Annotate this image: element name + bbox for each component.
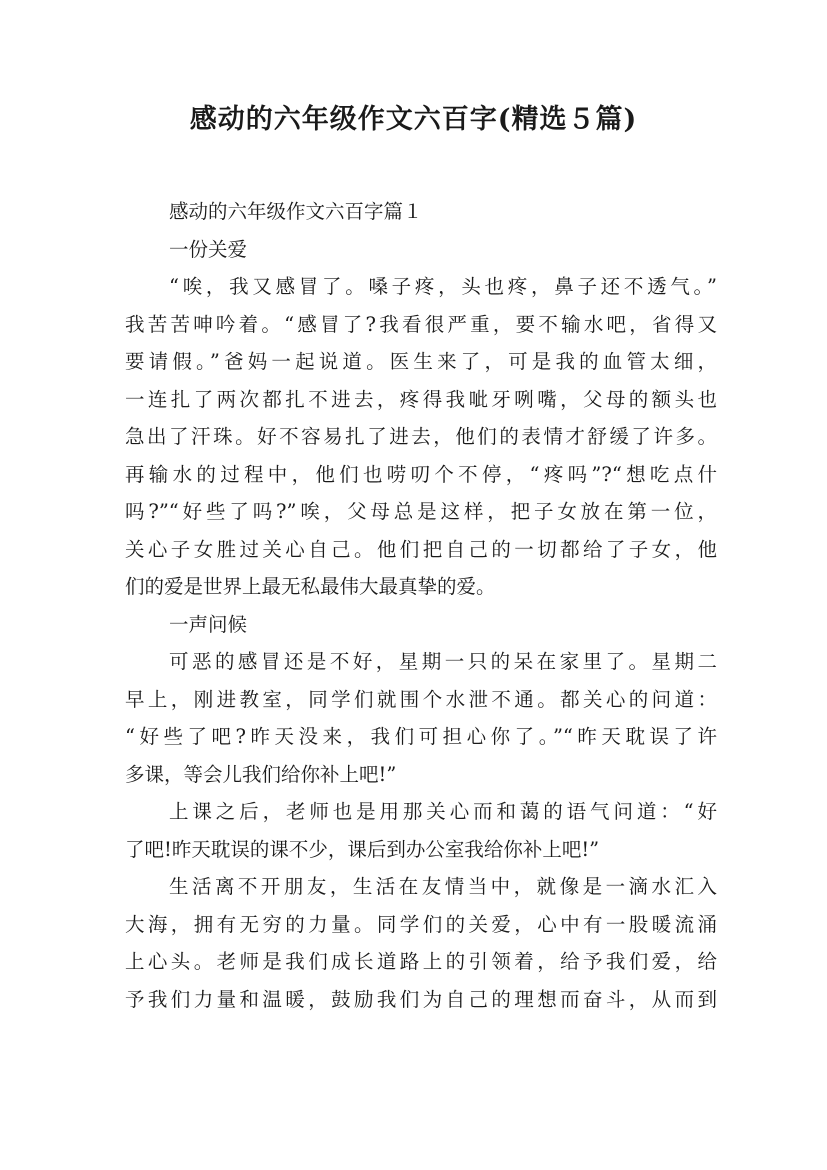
text-line: 上课之后，老师也是用那关心而和蔼的语气问道：“好 (169, 800, 717, 823)
text-line: 早上，刚进教室，同学们就围个水泄不通。都关心的问道： (125, 687, 717, 711)
text-line: 一声问候 (169, 612, 248, 636)
text-line: 们的爱是世界上最无私最伟大最真挚的爱。 (125, 575, 496, 598)
text-line: 一份关爱 (169, 237, 248, 261)
text-line: 关心子女胜过关心自己。他们把自己的一切都给了子女，他 (125, 537, 717, 561)
text-line: 我苦苦呻吟着。“感冒了?我看很严重，要不输水吧，省得又 (125, 312, 717, 336)
document-title: 感动的六年级作文六百字(精选５篇) (189, 104, 638, 135)
text-line: 了吧!昨天耽误的课不少，课后到办公室我给你补上吧!” (125, 837, 600, 861)
document-body (125, 193, 717, 1018)
text-line: 生活离不开朋友，生活在友情当中，就像是一滴水汇入 (169, 875, 717, 898)
text-line: 一连扎了两次都扎不进去，疼得我呲牙咧嘴，父母的额头也 (125, 387, 717, 411)
text-line: “唉，我又感冒了。嗓子疼，头也疼，鼻子还不透气。” (169, 275, 717, 298)
text-line: 急出了汗珠。好不容易扎了进去，他们的表情才舒缓了许多。 (125, 425, 717, 448)
text-line: “好些了吧?昨天没来，我们可担心你了。”“昨天耽误了许 (125, 725, 717, 748)
text-line: 感动的六年级作文六百字篇１ (169, 200, 423, 223)
text-line: 吗?”“好些了吗?”唉，父母总是这样，把子女放在第一位， (125, 500, 717, 523)
text-line: 要请假。”爸妈一起说道。医生来了，可是我的血管太细， (125, 350, 717, 373)
text-line: 多课，等会儿我们给你补上吧!” (125, 762, 397, 786)
text-line: 上心头。老师是我们成长道路上的引领着，给予我们爱，给 (125, 950, 717, 973)
text-line: 予我们力量和温暖，鼓励我们为自己的理想而奋斗，从而到 (125, 987, 717, 1011)
text-line: 再输水的过程中，他们也唠叨个不停，“疼吗”?“想吃点什 (125, 462, 717, 486)
text-line: 可恶的感冒还是不好，星期一只的呆在家里了。星期二 (169, 650, 717, 673)
text-line: 大海，拥有无穷的力量。同学们的关爱，心中有一股暖流涌 (125, 912, 717, 936)
